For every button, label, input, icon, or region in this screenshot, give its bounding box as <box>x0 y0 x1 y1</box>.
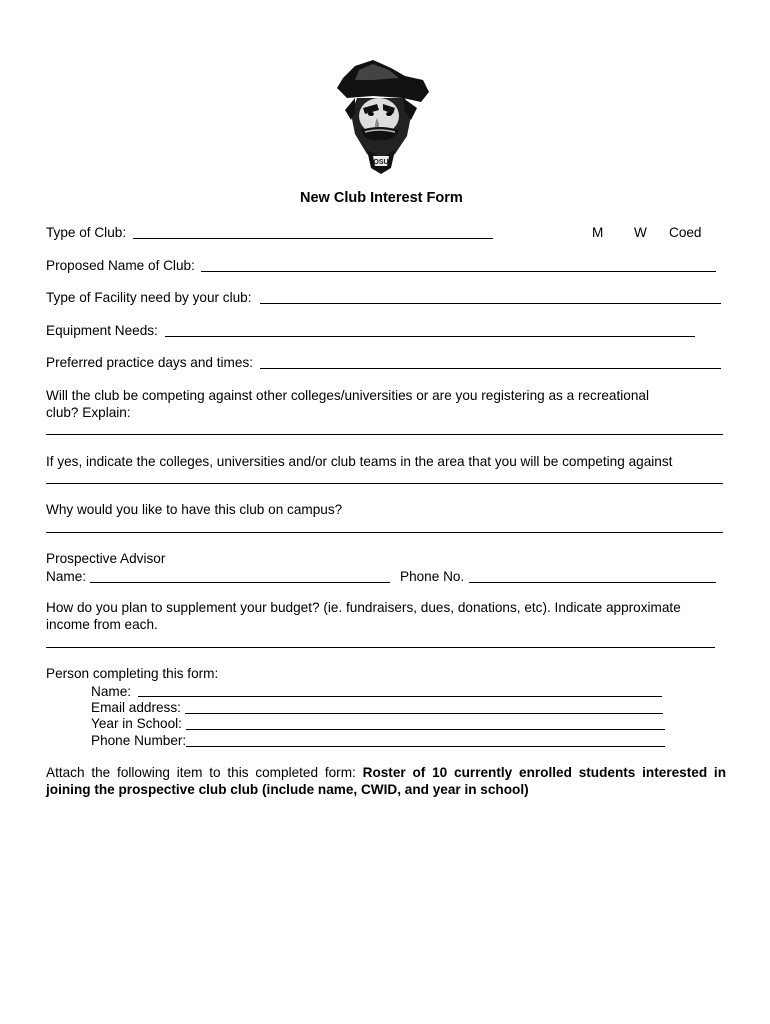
person-phone-label: Phone Number: <box>91 733 187 748</box>
if-yes-question: If yes, indicate the colleges, universities and/or club teams in the area that you will be competing against <box>46 454 673 469</box>
type-of-club-label: Type of Club: <box>46 225 127 240</box>
competing-question-line2: club? Explain: <box>46 405 131 420</box>
advisor-heading: Prospective Advisor <box>46 551 166 566</box>
attach-requirement: Roster of 10 currently enrolled students interested in joining the prospective club club (include name, CWID, and year in school) <box>46 765 727 797</box>
budget-question-line2: income from each. <box>46 617 158 632</box>
practice-line[interactable] <box>260 368 721 369</box>
pistol-pete-mascot-icon <box>333 58 433 174</box>
advisor-phone-line[interactable] <box>469 582 716 583</box>
facility-label: Type of Facility need by your club: <box>46 290 252 305</box>
competing-answer-line[interactable] <box>46 434 723 435</box>
advisor-name-line[interactable] <box>90 582 390 583</box>
gender-option-m[interactable]: M <box>592 225 604 240</box>
person-email-line[interactable] <box>185 713 663 714</box>
gender-option-coed[interactable]: Coed <box>669 225 702 240</box>
attach-prefix: Attach the following item to this completed form: <box>46 765 363 780</box>
person-year-label: Year in School: <box>91 716 182 731</box>
practice-label: Preferred practice days and times: <box>46 355 254 370</box>
facility-line[interactable] <box>260 303 721 304</box>
person-year-line[interactable] <box>186 729 665 730</box>
gender-option-w[interactable]: W <box>634 225 647 240</box>
if-yes-answer-line[interactable] <box>46 483 723 484</box>
person-heading: Person completing this form: <box>46 666 219 681</box>
person-email-label: Email address: <box>91 700 181 715</box>
type-of-club-line[interactable] <box>133 238 493 239</box>
equipment-label: Equipment Needs: <box>46 323 158 338</box>
competing-question-line1: Will the club be competing against other colleges/universities or are you registering as a recreational <box>46 388 649 403</box>
person-name-label: Name: <box>91 684 132 699</box>
person-phone-line[interactable] <box>186 746 665 747</box>
proposed-name-label: Proposed Name of Club: <box>46 258 195 273</box>
equipment-line[interactable] <box>165 336 695 337</box>
logo-emblem-text: OSU <box>373 159 389 166</box>
budget-answer-line[interactable] <box>46 647 715 648</box>
advisor-phone-label: Phone No. <box>400 569 465 584</box>
why-answer-line[interactable] <box>46 532 723 533</box>
why-question: Why would you like to have this club on campus? <box>46 502 343 517</box>
page-title: New Club Interest Form <box>300 190 463 206</box>
budget-question-line1: How do you plan to supplement your budget? (ie. fundraisers, dues, donations, etc). Indicate approximate <box>46 600 681 615</box>
attach-instructions <box>46 764 726 798</box>
advisor-name-label: Name: <box>46 569 87 584</box>
person-name-line[interactable] <box>138 696 662 697</box>
proposed-name-line[interactable] <box>201 271 716 272</box>
